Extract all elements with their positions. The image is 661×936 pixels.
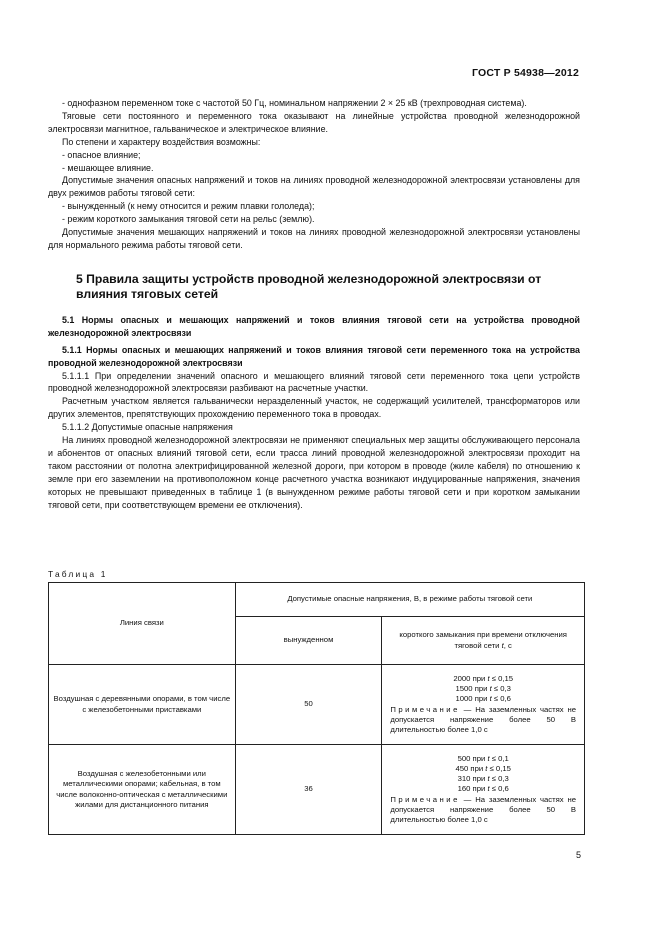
- table-note: [386, 795, 580, 826]
- value-line: 1000 при t ≤ 0,6: [455, 694, 511, 704]
- cell-forced: 36: [235, 745, 382, 835]
- table-row: [49, 665, 585, 745]
- value-line: 2000 при t ≤ 0,15: [453, 673, 514, 683]
- voltage-table: [48, 582, 585, 835]
- header-group: Допустимые опасные напряжения, В, в режиме работы тяговой сети: [235, 583, 584, 617]
- table-note: [386, 705, 580, 736]
- cell-short: [382, 745, 585, 835]
- document-code: ГОСТ Р 54938—2012: [471, 67, 579, 79]
- table-row: [49, 745, 585, 835]
- header-forced: вынужденном: [235, 617, 382, 665]
- paragraph: Тяговые сети постоянного и переменного тока оказывают на линейные устройства проводной железнодорожной электросвязи магнитное, гальваническое и электрическое влияние.: [48, 110, 580, 134]
- header-short: короткого замыкания при времени отключения тяговой сети t, с: [382, 617, 585, 665]
- list-item: - вынужденный (к нему относится и режим плавки гололеда);: [62, 201, 315, 212]
- paragraph: По степени и характеру воздействия возможны:: [62, 136, 261, 147]
- subsection-heading: 5.1.1 Нормы опасных и мешающих напряжений и токов влияния тяговой сети переменного тока на устройства проводной железнодорожной электросвязи: [48, 344, 580, 368]
- paragraph: 5.1.1.1 При определении значений опасного и мешающего влияний тяговой сети переменного тока цепи устройств проводной железнодорожной электросвязи разбивают на расчетные участки.: [48, 370, 580, 394]
- paragraph: На линиях проводной железнодорожной электросвязи не применяют специальных мер защиты обслуживающего персонала и абонентов от опасных влияний тяговой сети, если трасса линий проводной железнодорожной электросвязи проходит на таком расстоянии от полотна электрифицированной железной дороги, при котором в проводе (жиле кабеля) по отношению к земле при его заземлении на противоположном конце расчетного участка возникают индуцированные напряжения, значения которых не превышают приведенных в таблице 1 (в вынужденном режиме работы тяговой сети и при коротком замыкании тяговой сети, при соответствующем времени ее отключения).: [48, 435, 580, 510]
- cell-forced: 50: [235, 665, 382, 745]
- list-item: - мешающее влияние.: [62, 162, 154, 173]
- value-line: 310 при t ≤ 0,3: [457, 774, 509, 784]
- header-line: Линия связи: [49, 583, 236, 665]
- cell-short: [382, 665, 585, 745]
- section-heading: 5 Правила защиты устройств проводной железнодорожной электросвязи от влияния тяговых сетей: [76, 271, 542, 301]
- cell-line: Воздушная с деревянными опорами, в том числе с железобетонными приставками: [49, 665, 236, 745]
- paragraph: 5.1.1.2 Допустимые опасные напряжения: [62, 422, 233, 433]
- note-label: Примечание: [390, 794, 460, 804]
- page-body: [48, 97, 580, 511]
- value-line: 450 при t ≤ 0,15: [455, 763, 511, 773]
- paragraph: Допустимые значения опасных напряжений и токов на линиях проводной железнодорожной электросвязи установлены для двух режимов работы тяговой сети:: [48, 175, 580, 199]
- list-item: - режим короткого замыкания тяговой сети на рельс (землю).: [62, 214, 315, 225]
- note-text: — На заземленных частях не допускается напряжение более 50 В длительностью более 1,0 с: [390, 794, 576, 824]
- list-item: - опасное влияние;: [62, 149, 141, 160]
- paragraph: - однофазном переменном токе с частотой 50 Гц, номинальном напряжении 2 × 25 кВ (трехпроводная система).: [62, 98, 527, 108]
- cell-line: Воздушная с железобетонными или металлическими опорами; кабельная, в том числе волоконно-оптическая с металлическими жилами для дистанционного питания: [49, 745, 236, 835]
- note-text: — На заземленных частях не допускается напряжение более 50 В длительностью более 1,0 с: [390, 704, 576, 734]
- value-line: 160 при t ≤ 0,6: [457, 784, 509, 794]
- value-line: 500 при t ≤ 0,1: [457, 753, 509, 763]
- subsection-heading: 5.1 Нормы опасных и мешающих напряжений и токов влияния тяговой сети на устройства проводной железнодорожной электросвязи: [48, 314, 580, 338]
- table-caption: Таблица 1: [48, 569, 108, 579]
- page-number: 5: [575, 850, 581, 860]
- paragraph: Расчетным участком является гальванически неразделенный участок, не содержащий усилителей, трансформаторов или других элементов, препятствующих прохождению переменного тока в проводах.: [48, 396, 580, 420]
- paragraph: Допустимые значения мешающих напряжений и токов на линиях проводной железнодорожной электросвязи установлены для нормального режима работы тяговой сети.: [48, 227, 580, 250]
- value-line: 1500 при t ≤ 0,3: [455, 684, 511, 694]
- note-label: Примечание: [390, 704, 460, 714]
